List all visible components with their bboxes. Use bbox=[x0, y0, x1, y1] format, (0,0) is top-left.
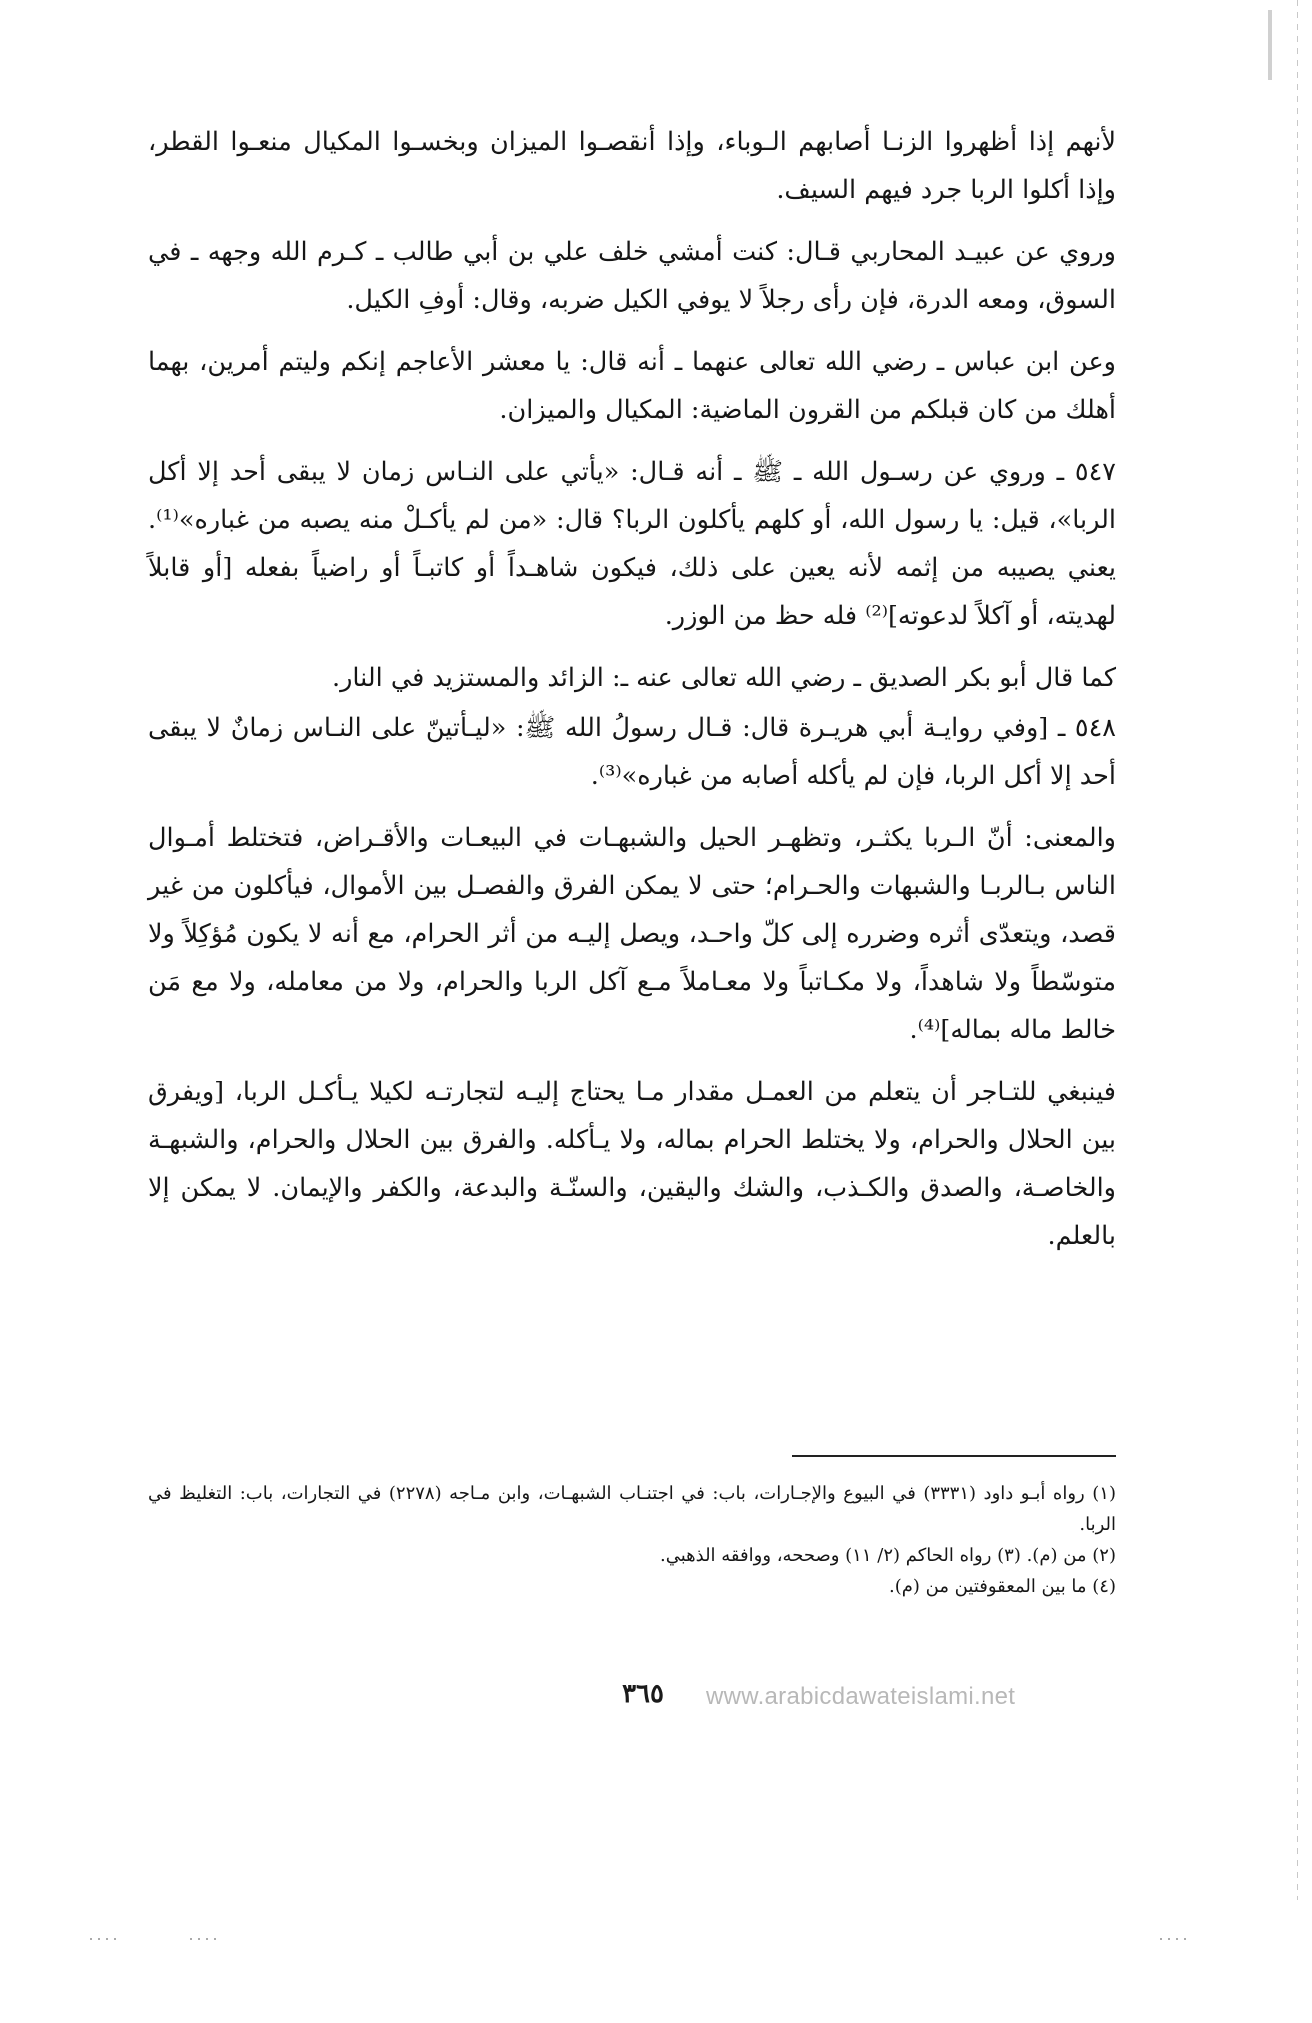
main-text bbox=[148, 118, 1116, 1274]
footnotes bbox=[148, 1478, 1116, 1602]
paragraph-1: لأنهم إذا أظهروا الزنـا أصابهم الـوباء، وإذا أنقصـوا الميزان وبخسـوا المكيال منعـوا القطر، وإذا أكلوا الربا جرد فيهم السيف. bbox=[148, 127, 1116, 205]
footnote-2-3: (٢) من (م). (٣) رواه الحاكم (٢/ ١١) وصححه، ووافقه الذهبي. bbox=[659, 1545, 1116, 1566]
paragraph-merchant: فينبغي للتـاجر أن يتعلم من العمـل مقدار مـا يحتاج إليـه لتجارتـه لكيلا يـأكـل الربا، [ويفرق بين الحلال والحرام، ولا يختلط الحرام بماله، ولا يـأكله. والفرق بين الحلال والحرام، والشبهـة والخاصـة، والصدق والكـذب، والشك واليقين، والسنّـة والبدعة، والكفر والإيمان. لا يمكن إلا بالعلم. bbox=[148, 1077, 1116, 1251]
page-number: ٣٦٥ bbox=[622, 1679, 664, 1709]
paragraph-547: ٥٤٧ ـ وروي عن رسـول الله ـ ﷺ ـ أنه قـال: «يأتي على النـاس زمان لا يبقى أحد إلا أكل الربا»، قيل: يا رسول الله، أو كلهم يأكلون الربا؟ قال: «من لم يأكـلْ منه يصبه من غباره»⁽¹⁾. يعني يصيبه من إثمه لأنه يعين على ذلك، فيكون شاهـداً أو كاتبـاً أو راضياً بفعله [أو قابلاً لهديته، أو آكلاً لدعوته]⁽²⁾ فله حظ من الوزر. bbox=[148, 457, 1116, 631]
watermark-url: www.arabicdawateislami.net bbox=[706, 1683, 1016, 1710]
page-edge bbox=[1297, 0, 1298, 1900]
footnote-1: (١) رواه أبـو داود (٣٣٣١) في البيوع والإجـارات، باب: في اجتنـاب الشبهـات، وابن مـاجه (٢٢٧٨) في التجارات، باب: التغليظ في الربا. bbox=[148, 1483, 1116, 1535]
page-footer bbox=[0, 1679, 1312, 1719]
paragraph-3: وعن ابن عباس ـ رضي الله تعالى عنهما ـ أنه قال: يا معشر الأعاجم إنكم وليتم أمرين، بهما أهلك من كان قبلكم من القرون الماضية: المكيال والميزان. bbox=[148, 347, 1116, 425]
scan-dots bbox=[0, 1938, 1312, 1942]
scan-mark bbox=[1268, 10, 1272, 80]
paragraph-548: ٥٤٨ ـ [وفي روايـة أبي هريـرة قال: قـال رسولُ الله ﷺ: «ليـأتينّ على النـاس زمانٌ لا يبقى أحد إلا أكل الربا، فإن لم يأكله أصابه من غباره»⁽³⁾. bbox=[148, 713, 1116, 791]
paragraph-meaning: والمعنى: أنّ الـربا يكثـر، وتظهـر الحيل والشبهـات في البيعـات والأقـراض، فتختلط أمـوال الناس بـالربـا والشبهات والحـرام؛ حتى لا يمكن الفرق والفصـل بين الأموال، فيأكلون من غير قصد، ويتعدّى أثره وضرره إلى كلّ واحـد، ويصل إليـه من أثر الحرام، مع أنه لا يكون مُؤكِلاً ولا متوسّطاً ولا شاهداً، ولا مكـاتباً ولا معـاملاً مـع آكل الربا والحرام، ولا من معامله، ولا مع مَن خالط ماله بماله]⁽⁴⁾. bbox=[148, 823, 1116, 1045]
paragraph-abu-bakr: كما قال أبو بكر الصديق ـ رضي الله تعالى عنه ـ: الزائد والمستزيد في النار. bbox=[331, 663, 1116, 693]
footnote-4: (٤) ما بين المعقوفتين من (م). bbox=[888, 1576, 1116, 1597]
footnote-separator bbox=[792, 1455, 1116, 1457]
paragraph-2: وروي عن عبيـد المحاربي قـال: كنت أمشي خلف علي بن أبي طالب ـ كـرم الله وجهه ـ في السوق، ومعه الدرة، فإن رأى رجلاً لا يوفي الكيل ضربه، وقال: أوفِ الكيل. bbox=[148, 237, 1116, 315]
